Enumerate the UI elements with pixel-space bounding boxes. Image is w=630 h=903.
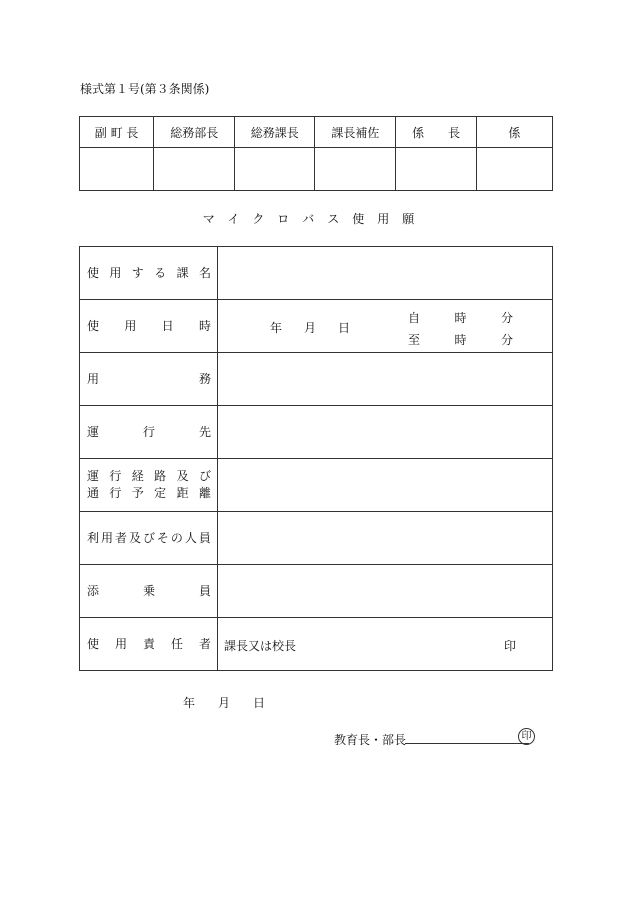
label-char: 通: [87, 486, 100, 500]
row-usage-datetime: [80, 300, 553, 353]
approval-header-chief: 係 長: [396, 117, 476, 148]
label-char: 定: [154, 486, 167, 500]
approval-header-staff: 係: [476, 117, 552, 148]
responsible-seal-mark: 印: [504, 639, 517, 653]
label-char: 使: [87, 265, 100, 280]
footer-date: [183, 694, 265, 711]
label-responsible-person: [80, 618, 218, 671]
label-char: 人: [184, 530, 197, 545]
time-to: [408, 331, 513, 348]
label-char: 及: [176, 469, 189, 483]
label-char: 先: [198, 424, 211, 439]
label-char: 用: [109, 265, 122, 280]
form-number: 様式第１号(第３条関係): [80, 82, 210, 96]
label-char: 務: [198, 371, 211, 386]
label-char: る: [154, 265, 167, 280]
label-char: び: [198, 469, 211, 483]
label-char: 添: [87, 583, 100, 598]
value-destination[interactable]: [218, 406, 553, 459]
label-char: 使: [87, 636, 100, 651]
row-business: [80, 353, 553, 406]
hour-label: 時: [454, 333, 467, 347]
row-route-distance: [80, 459, 553, 512]
signature-line[interactable]: [405, 743, 529, 744]
label-char: 経: [131, 469, 144, 483]
row-users-count: [80, 512, 553, 565]
label-char: 距: [176, 486, 189, 500]
label-char: 責: [142, 636, 155, 651]
approval-header-general-affairs-manager: 総務課長: [235, 117, 315, 148]
signer-label: 教育長・部長: [334, 733, 407, 747]
label-char: 運: [87, 469, 100, 483]
label-char: 乗: [142, 583, 155, 598]
row-attendant: [80, 565, 553, 618]
time-from: [408, 309, 513, 326]
value-business[interactable]: [218, 353, 553, 406]
responsible-prefix: 課長又は校長: [224, 639, 297, 653]
date-year-month-day: [270, 319, 350, 336]
label-users-count: [80, 512, 218, 565]
value-responsible-person[interactable]: [218, 618, 553, 671]
label-char: 用: [124, 318, 137, 333]
row-department: [80, 247, 553, 300]
approval-stamp-cell[interactable]: [154, 148, 235, 191]
approval-stamp-cell[interactable]: [315, 148, 396, 191]
label-char: 離: [198, 486, 211, 500]
application-table: [79, 246, 553, 671]
label-char: 課: [176, 265, 189, 280]
row-responsible-person: [80, 618, 553, 671]
label-char: 員: [198, 530, 211, 545]
approval-stamp-cell[interactable]: [396, 148, 476, 191]
label-char: 名: [198, 265, 211, 280]
label-char: 路: [154, 469, 167, 483]
label-char: 員: [198, 583, 211, 598]
label-char: 時: [198, 318, 211, 333]
footer-month-label: 月: [217, 696, 230, 710]
label-char: 者: [198, 636, 211, 651]
value-usage-datetime[interactable]: [218, 300, 553, 353]
approval-stamp-row: [80, 148, 553, 191]
value-attendant[interactable]: [218, 565, 553, 618]
approval-stamp-cell[interactable]: [476, 148, 552, 191]
label-char: 用: [87, 371, 100, 386]
label-char: 使: [87, 318, 100, 333]
year-label: 年: [270, 321, 283, 335]
label-route-distance: [80, 459, 218, 512]
label-char: 日: [161, 318, 174, 333]
label-char: の: [170, 530, 183, 545]
row-destination: [80, 406, 553, 459]
label-char: 任: [170, 636, 183, 651]
from-label: 自: [408, 311, 421, 325]
approval-table: [79, 116, 553, 191]
label-char: 用: [114, 636, 127, 651]
value-department[interactable]: [218, 247, 553, 300]
footer-year-label: 年: [183, 696, 196, 710]
seal-stamp-icon: 印: [518, 728, 535, 745]
label-business: [80, 353, 218, 406]
approval-header-assistant-manager: 課長補佐: [315, 117, 396, 148]
approval-stamp-cell[interactable]: [80, 148, 154, 191]
approval-stamp-cell[interactable]: [235, 148, 315, 191]
label-char: び: [142, 530, 155, 545]
to-label: 至: [408, 333, 421, 347]
month-label: 月: [303, 321, 316, 335]
label-char: 運: [87, 424, 100, 439]
minute-label: 分: [500, 311, 513, 325]
value-users-count[interactable]: [218, 512, 553, 565]
label-char: 用: [100, 530, 113, 545]
label-char: 者: [114, 530, 127, 545]
label-char: 行: [142, 424, 155, 439]
label-char: 行: [109, 469, 122, 483]
label-char: 予: [131, 486, 144, 500]
label-department: [80, 247, 218, 300]
day-label: 日: [337, 321, 350, 335]
approval-header-general-affairs-director: 総務部長: [154, 117, 235, 148]
label-usage-datetime: [80, 300, 218, 353]
minute-label: 分: [500, 333, 513, 347]
label-char: 及: [128, 530, 141, 545]
label-char: 利: [87, 530, 100, 545]
approval-header-vice-mayor: 副 町 長: [80, 117, 154, 148]
label-destination: [80, 406, 218, 459]
label-char: す: [131, 265, 144, 280]
form-title: マイクロバス使用願: [202, 212, 428, 226]
value-route-distance[interactable]: [218, 459, 553, 512]
approval-header-row: [80, 117, 553, 148]
footer-day-label: 日: [252, 696, 265, 710]
label-char: そ: [156, 530, 169, 545]
label-attendant: [80, 565, 218, 618]
label-char: 行: [109, 486, 122, 500]
hour-label: 時: [454, 311, 467, 325]
